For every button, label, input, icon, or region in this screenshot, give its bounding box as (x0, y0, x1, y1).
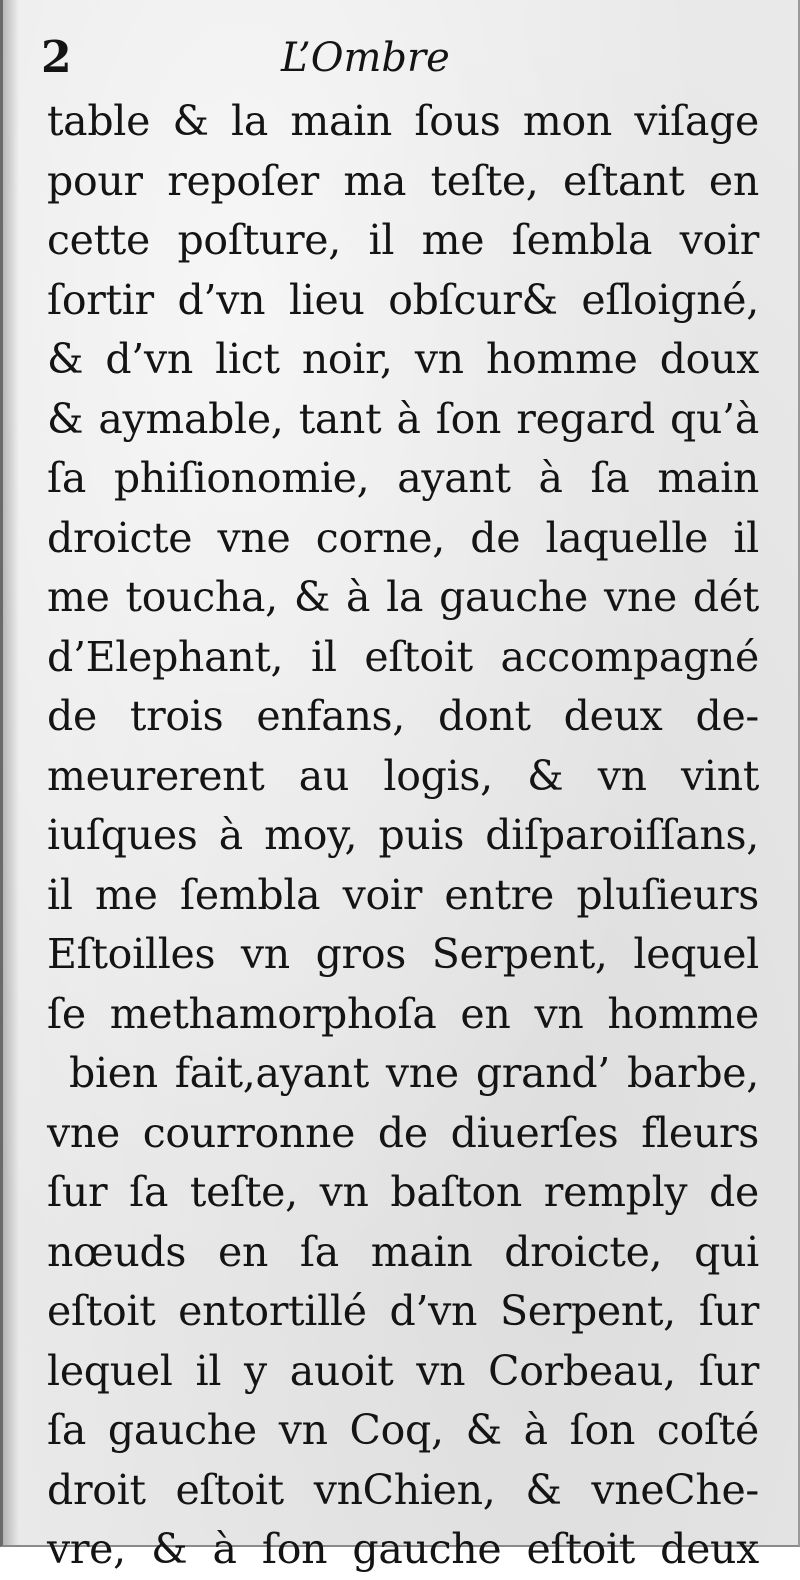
text-line: nœuds en ſa main droicte, qui (47, 1227, 759, 1276)
text-line: droicte vne corne, de laquelle il (47, 513, 759, 562)
text-line: vne courronne de diuerſes fleurs (47, 1108, 759, 1157)
text-line: meurerent au logis, & vn vint (47, 751, 759, 800)
text-line: lequel il y auoit vn Corbeau, ſur (47, 1346, 759, 1395)
text-line: Eſtoilles vn gros Serpent, lequel (47, 930, 759, 978)
running-head (41, 28, 758, 88)
text-line: & d’vn lict noir, vn homme doux (47, 335, 759, 383)
text-line: il me ſembla voir entre pluſieurs (47, 870, 759, 919)
text-line: ſa gauche vn Coq, & à ſon coſté (47, 1406, 759, 1454)
text-line: pour repoſer ma teſte, eſtant en (47, 156, 759, 205)
text-line: de trois enfans, dont deux de- (47, 692, 759, 740)
page-number: 2 (41, 32, 72, 83)
text-line: droit eſtoit vnChien, & vneChe- (47, 1465, 759, 1514)
page-gutter-shadow (3, 0, 19, 1545)
text-line: ſortir d’vn lieu obſcur& eſloigné, (47, 275, 759, 324)
text-line: me toucha, & à la gauche vne dét (47, 573, 759, 621)
text-line: & aymable, tant à ſon regard qu’à (47, 394, 759, 443)
text-line: ſur ſa teſte, vn baſton remply de (47, 1168, 759, 1216)
text-line: cette poſture, il me ſembla voir (47, 216, 759, 264)
running-title: L’Ombre (281, 35, 450, 81)
text-line: table & la main ſous mon viſage (47, 97, 759, 145)
text-line: eſtoit entortillé d’vn Serpent, ſur (47, 1287, 759, 1335)
text-line: vre, & à ſon gauche eſtoit deux (47, 1525, 759, 1573)
text-line: ſa phiſionomie, ayant à ſa main (47, 454, 759, 502)
body-text (47, 92, 759, 1580)
text-line: d’Elephant, il eſtoit accompagné (47, 632, 759, 681)
text-line: ſe methamorphoſa en vn homme (47, 989, 759, 1038)
text-line: iuſques à moy, puis diſparoiſſans, (47, 811, 759, 859)
text-line: bien fait,ayant vne grand’ barbe, (69, 1049, 759, 1097)
